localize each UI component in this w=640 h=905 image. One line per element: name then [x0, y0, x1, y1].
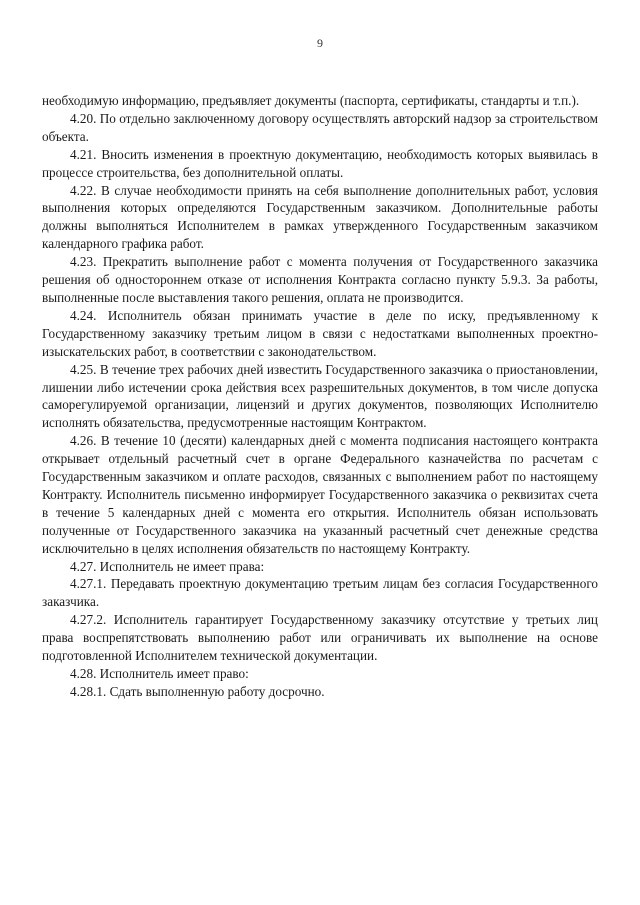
- paragraph-4-21: 4.21. Вносить изменения в проектную документацию, необходимость которых выявилась в процессе строительства, без дополнительной оплаты.: [42, 146, 598, 180]
- paragraph-4-27: 4.27. Исполнитель не имеет права:: [70, 558, 265, 574]
- paragraph-continuation: необходимую информацию, предъявляет документы (паспорта, сертификаты, стандарты и т.п.).: [42, 93, 580, 108]
- paragraph-4-26: 4.26. В течение 10 (десяти) календарных дней с момента подписания настоящего контракта открывает отдельный расчетный счет в органе Федерального казначейства по расчетам с Государственным заказчиком и оплате расходов, связанных с выполнением работ по настоящему Контракту. Исполнитель письменно информирует Государственного заказчика о реквизитах счета в течение 5 календарных дней с момента его открытия. Исполнитель обязан использовать полученные от Государственного заказчика на указанный расчетный счет денежные средства исключительно в целях исполнения обязательств по настоящему Контракту.: [42, 433, 598, 556]
- paragraph-4-22: 4.22. В случае необходимости принять на себя выполнение дополнительных работ, условия выполнения которых определяются Государственным заказчиком. Дополнительные работы должны выполняться Исполнителем в рамках утвержденного Государственным заказчиком календарного графика работ.: [42, 182, 598, 252]
- paragraph-4-27-2: 4.27.2. Исполнитель гарантирует Государственному заказчику отсутствие у третьих лиц права воспрепятствовать выполнению работ или ограничивать их выполнение на основе подготовленной Исполнителем технической документации.: [42, 612, 598, 664]
- paragraph-4-28-1: 4.28.1. Сдать выполненную работу досрочно.: [70, 683, 325, 699]
- paragraph-4-28: 4.28. Исполнитель имеет право:: [70, 666, 249, 681]
- paragraph-4-24: 4.24. Исполнитель обязан принимать участие в деле по иску, предъявленному к Государственному заказчику третьим лицом в связи с недостатками выполненных проектно-изыскательских работ, в соответствии с законодательством.: [42, 307, 598, 359]
- page-number: 9: [317, 36, 323, 50]
- document-body: [42, 92, 598, 701]
- paragraph-4-25: 4.25. В течение трех рабочих дней известить Государственного заказчика о приостановлении, лишении либо истечении срока действия всех разрешительных документов, в том числе допуска саморегулируемой организации, лицензий и других документов, позволяющих Исполнителю исполнять обязательства, предусмотренные настоящим Контрактом.: [42, 361, 598, 431]
- paragraph-4-27-1: 4.27.1. Передавать проектную документацию третьим лицам без согласия Государственного заказчика.: [42, 576, 598, 610]
- paragraph-4-23: 4.23. Прекратить выполнение работ с момента получения от Государственного заказчика решения об одностороннем отказе от исполнения Контракта согласно пункту 5.9.3. За работы, выполненные после выставления такого решения, оплата не производится.: [42, 254, 598, 305]
- paragraph-4-20: 4.20. По отдельно заключенному договору осуществлять авторский надзор за строительством объекта.: [42, 110, 598, 144]
